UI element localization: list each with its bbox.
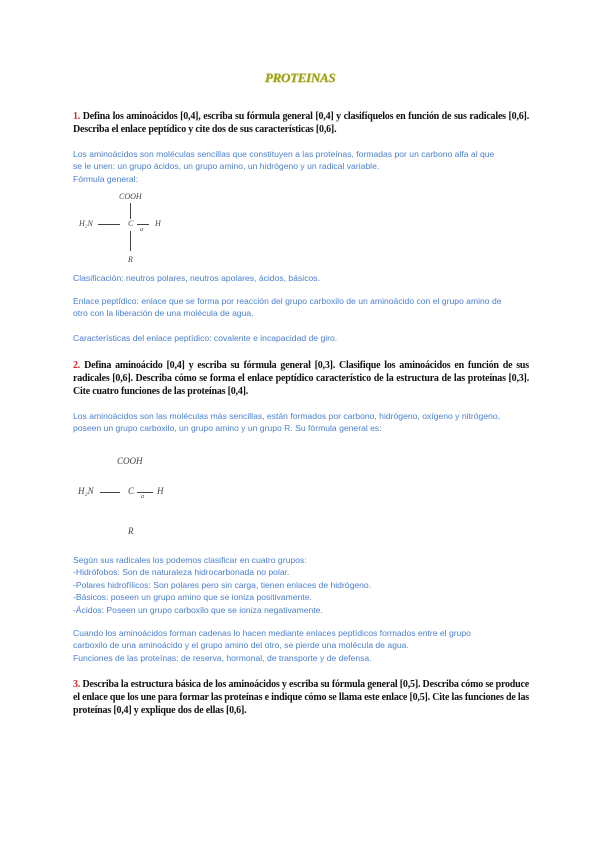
formula-1-carbon: C	[128, 219, 134, 228]
answer-2-chain-line2: carboxilo de una aminoácido y el grupo amino del otro, se pierde una molécula de agua.	[73, 640, 409, 651]
formula-1-radical: R	[128, 255, 133, 264]
formula-2-h2n: H₂N	[78, 486, 94, 496]
answer-2-functions: Funciones de las proteínas: de reserva, hormonal, de transporte y de defensa.	[73, 652, 372, 663]
formula-2-bond-left	[100, 492, 120, 493]
answer-1-characteristics: Características del enlace peptídico: covalente e incapacidad de giro.	[73, 333, 338, 343]
answer-1-peptide	[73, 295, 533, 320]
answer-2-groups	[73, 554, 533, 616]
formula-2-carbon: C	[128, 486, 135, 496]
formula-2-alpha: α	[141, 494, 145, 500]
page-title: PROTEINAS	[264, 70, 336, 85]
answer-2-group-item: -Básicos: poseen un grupo amino que se ioniza positivamente.	[73, 592, 312, 603]
answer-1-intro-line1: Los aminoácidos son moléculas sencillas que constituyen a las proteínas, formadas por un carbono alfa al que	[73, 149, 495, 159]
answer-2-intro-line2: poseen un grupo carboxilo, un grupo amino y un grupo R. Su fórmula general es:	[73, 423, 382, 434]
question-2-text: Defina aminoácido [0,4] y escriba su fórmula general [0,3]. Clasifique los aminoácidos en función de sus radicales [0,6]. Describa cómo se forma el enlace peptídico característico de la estructura de las proteínas [0,3]. Cite cuatro funciones de las proteínas [0,4].	[73, 360, 529, 397]
answer-1-intro-line2: se le unen: un grupo ácidos, un grupo amino, un hidrógeno y un radical variable.	[73, 161, 380, 172]
question-1-number: 1.	[73, 111, 81, 122]
question-1	[73, 110, 529, 136]
answer-2-chains	[73, 627, 533, 664]
formula-1-bond-top	[130, 203, 131, 219]
question-3-number: 3.	[73, 679, 81, 690]
formula-1-bond-left	[98, 224, 120, 225]
answer-2-groups-intro: Según sus radicales los podemos clasificar en cuatro grupos:	[73, 555, 307, 565]
formula-2-hydrogen: H	[157, 486, 164, 496]
answer-1-peptide-line1: Enlace peptídico: enlace que se forma por reacción del grupo carboxilo de un aminoácido con el grupo amino de	[73, 296, 502, 306]
answer-2-intro-line1: Los aminoácidos son las moléculas más sencillas, están formados por carbono, hidrógeno, oxígeno y nitrógeno,	[73, 411, 501, 421]
answer-1-formula-label: Fórmula general:	[73, 173, 138, 184]
answer-1-classification: Clasificación: neutros polares, neutros apolares, ácidos, básicos.	[73, 273, 320, 283]
question-1-text: Defina los aminoácidos [0,4], escriba su fórmula general [0,4] y clasifíquelos en función de sus radicales [0,6]. Describa el enlace peptídico y cite dos de sus características [0,6].	[73, 111, 529, 135]
answer-1-intro	[73, 148, 533, 185]
formula-2-radical: R	[128, 526, 134, 536]
formula-1-cooh: COOH	[119, 192, 142, 201]
answer-2-group-item: -Ácidos: Poseen un grupo carboxilo que se ioniza negativamente.	[73, 604, 323, 615]
answer-2-chain-line1: Cuando los aminoácidos forman cadenas lo hacen mediante enlaces peptídicos formados entre el grupo	[73, 628, 471, 638]
formula-1-bond-right	[137, 224, 149, 225]
formula-1-alpha: α	[140, 227, 144, 233]
formula-1-h2n: H₂N	[79, 219, 93, 228]
answer-2-intro	[73, 410, 533, 435]
answer-2-group-item: -Hidrófobos: Son de naturaleza hidrocarbonada no polar.	[73, 567, 290, 578]
formula-1-diagram	[73, 190, 193, 270]
question-2	[73, 359, 529, 398]
answer-1-peptide-line2: otro con la liberación de una molécula de agua.	[73, 308, 254, 319]
question-2-number: 2.	[73, 360, 81, 371]
formula-1-hydrogen: H	[155, 219, 161, 228]
formula-2-cooh: COOH	[117, 456, 143, 466]
formula-2-bond-right	[137, 492, 153, 493]
answer-2-group-item: -Polares hidrofílicos: Son polares pero sin carga, tienen enlaces de hidrógeno.	[73, 579, 372, 590]
question-3	[73, 678, 529, 717]
formula-2-diagram	[73, 452, 203, 547]
formula-1-bond-bottom	[130, 231, 131, 251]
question-3-text: Describa la estructura básica de los aminoácidos y escriba su fórmula general [0,5]. Describa cómo se produce el enlace que los une para formar las proteínas e indique cómo se llama este enlace [0,5]. Cite las funciones de las proteínas [0,4] y explique dos de ellas [0,6].	[73, 679, 529, 716]
